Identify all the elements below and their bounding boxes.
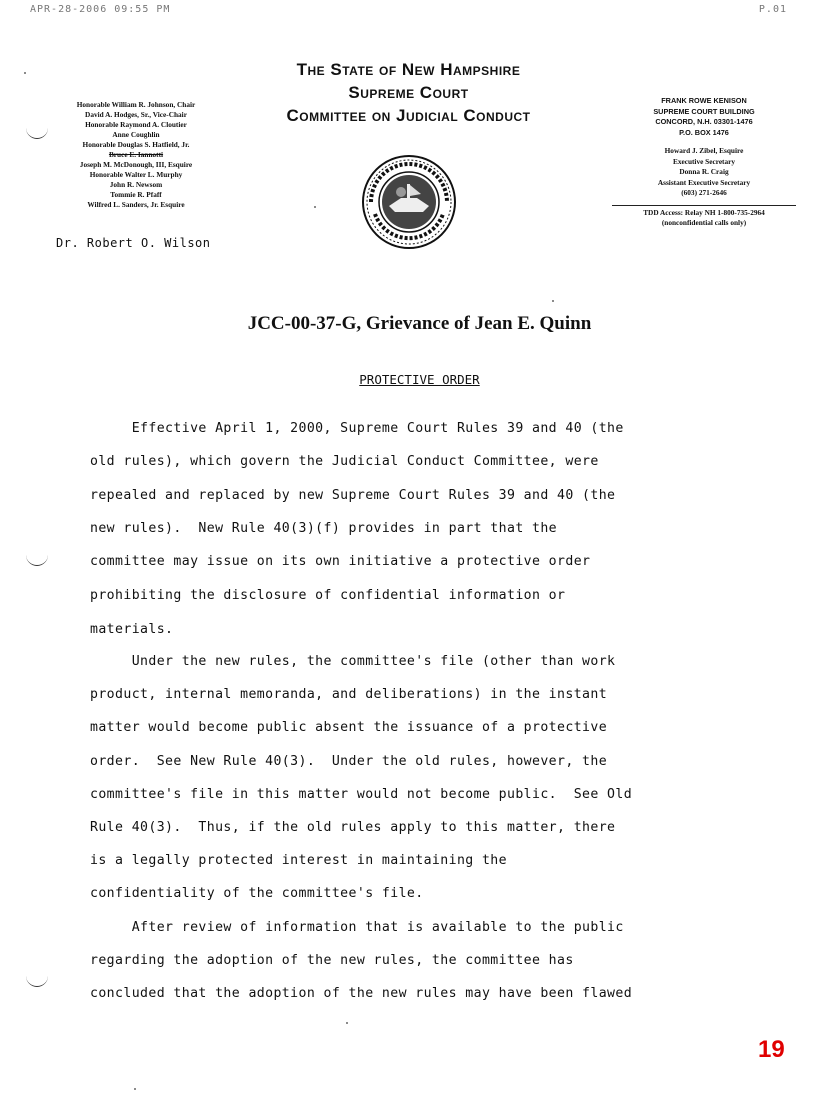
member-name: Honorable Douglas S. Hatfield, Jr. <box>82 140 190 149</box>
letterhead-court: Supreme Court <box>348 83 469 102</box>
address-block <box>604 96 804 229</box>
scan-speck <box>346 1022 348 1024</box>
staff-name: Donna R. Craig <box>679 167 729 176</box>
body-line: After review of information that is available to the public <box>90 920 624 935</box>
staff-name: Howard J. Zibel, Esquire <box>664 146 744 155</box>
scan-speck <box>24 72 26 74</box>
member-name: Tommie R. Pfaff <box>110 190 162 199</box>
body-line: materials. <box>90 622 174 637</box>
body-line: committee's file in this matter would not become public. See Old <box>90 787 633 802</box>
tdd-note: (nonconfidential calls only) <box>661 218 747 227</box>
member-name: Honorable William R. Johnson, Chair <box>76 100 196 109</box>
recipient-name: Dr. Robert O. Wilson <box>56 236 211 250</box>
page-number: 19 <box>758 1036 785 1063</box>
case-title: JCC-00-37-G, Grievance of Jean E. Quinn <box>247 313 592 334</box>
hole-punch-mark-icon <box>26 976 48 987</box>
body-line: prohibiting the disclosure of confidential information or <box>90 588 566 603</box>
body-line: committee may issue on its own initiative a protective order <box>90 554 591 569</box>
body-line: regarding the adoption of the new rules, the committee has <box>90 953 574 968</box>
body-line: is a legally protected interest in maintaining the <box>90 853 507 868</box>
staff-title: Executive Secretary <box>672 156 736 166</box>
divider <box>612 205 796 206</box>
fax-header-timestamp: APR-28-2006 09:55 PM <box>30 4 171 15</box>
body-line: order. See New Rule 40(3). Under the old rules, however, the <box>90 754 608 769</box>
phone-number: (603) 271-2646 <box>681 188 727 197</box>
staff-title: Assistant Executive Secretary <box>657 177 751 187</box>
state-seal-icon <box>361 154 457 250</box>
body-line: Under the new rules, the committee's file (other than work <box>90 654 616 669</box>
body-line: Effective April 1, 2000, Supreme Court Rules 39 and 40 (the <box>90 421 624 436</box>
member-name: Joseph M. McDonough, III, Esquire <box>79 160 193 169</box>
address-po-box: P.O. BOX 1476 <box>679 127 729 137</box>
address-building: SUPREME COURT BUILDING <box>653 106 755 116</box>
hole-punch-mark-icon <box>26 128 48 139</box>
member-name: Honorable Raymond A. Cloutier <box>85 120 187 129</box>
member-name: Wilfred L. Sanders, Jr. Esquire <box>87 200 185 209</box>
fax-header-page: P.01 <box>758 4 787 15</box>
member-name: Anne Coughlin <box>112 130 160 139</box>
body-line: old rules), which govern the Judicial Conduct Committee, were <box>90 454 599 469</box>
body-line: product, internal memoranda, and deliberations) in the instant <box>90 687 608 702</box>
body-line: concluded that the adoption of the new rules may have been flawed <box>90 986 633 1001</box>
committee-members-list <box>46 100 226 210</box>
address-city: CONCORD, N.H. 03301-1476 <box>655 117 753 126</box>
tdd-access: TDD Access: Relay NH 1-800-735-2964 <box>643 207 765 217</box>
hole-punch-mark-icon <box>26 555 48 566</box>
body-line: Rule 40(3). Thus, if the old rules apply to this matter, there <box>90 820 616 835</box>
scan-speck <box>314 206 316 208</box>
scan-speck <box>552 300 554 302</box>
scan-speck <box>134 1088 136 1090</box>
member-name: John R. Newsom <box>109 180 163 189</box>
letterhead-committee: Committee on Judicial Conduct <box>286 106 531 125</box>
member-name-struck: Bruce E. Iannotti <box>108 150 164 159</box>
order-heading: PROTECTIVE ORDER <box>359 372 480 387</box>
letterhead-state: The State of New Hampshire <box>296 60 521 79</box>
body-line: matter would become public absent the issuance of a protective <box>90 720 608 735</box>
address-building-name: FRANK ROWE KENISON <box>661 96 747 105</box>
body-line: confidentiality of the committee's file. <box>90 886 424 901</box>
member-name: David A. Hodges, Sr., Vice-Chair <box>85 110 187 119</box>
member-name: Honorable Walter L. Murphy <box>89 170 183 179</box>
body-line: repealed and replaced by new Supreme Court Rules 39 and 40 (the <box>90 488 616 503</box>
body-line: new rules). New Rule 40(3)(f) provides in part that the <box>90 521 558 536</box>
